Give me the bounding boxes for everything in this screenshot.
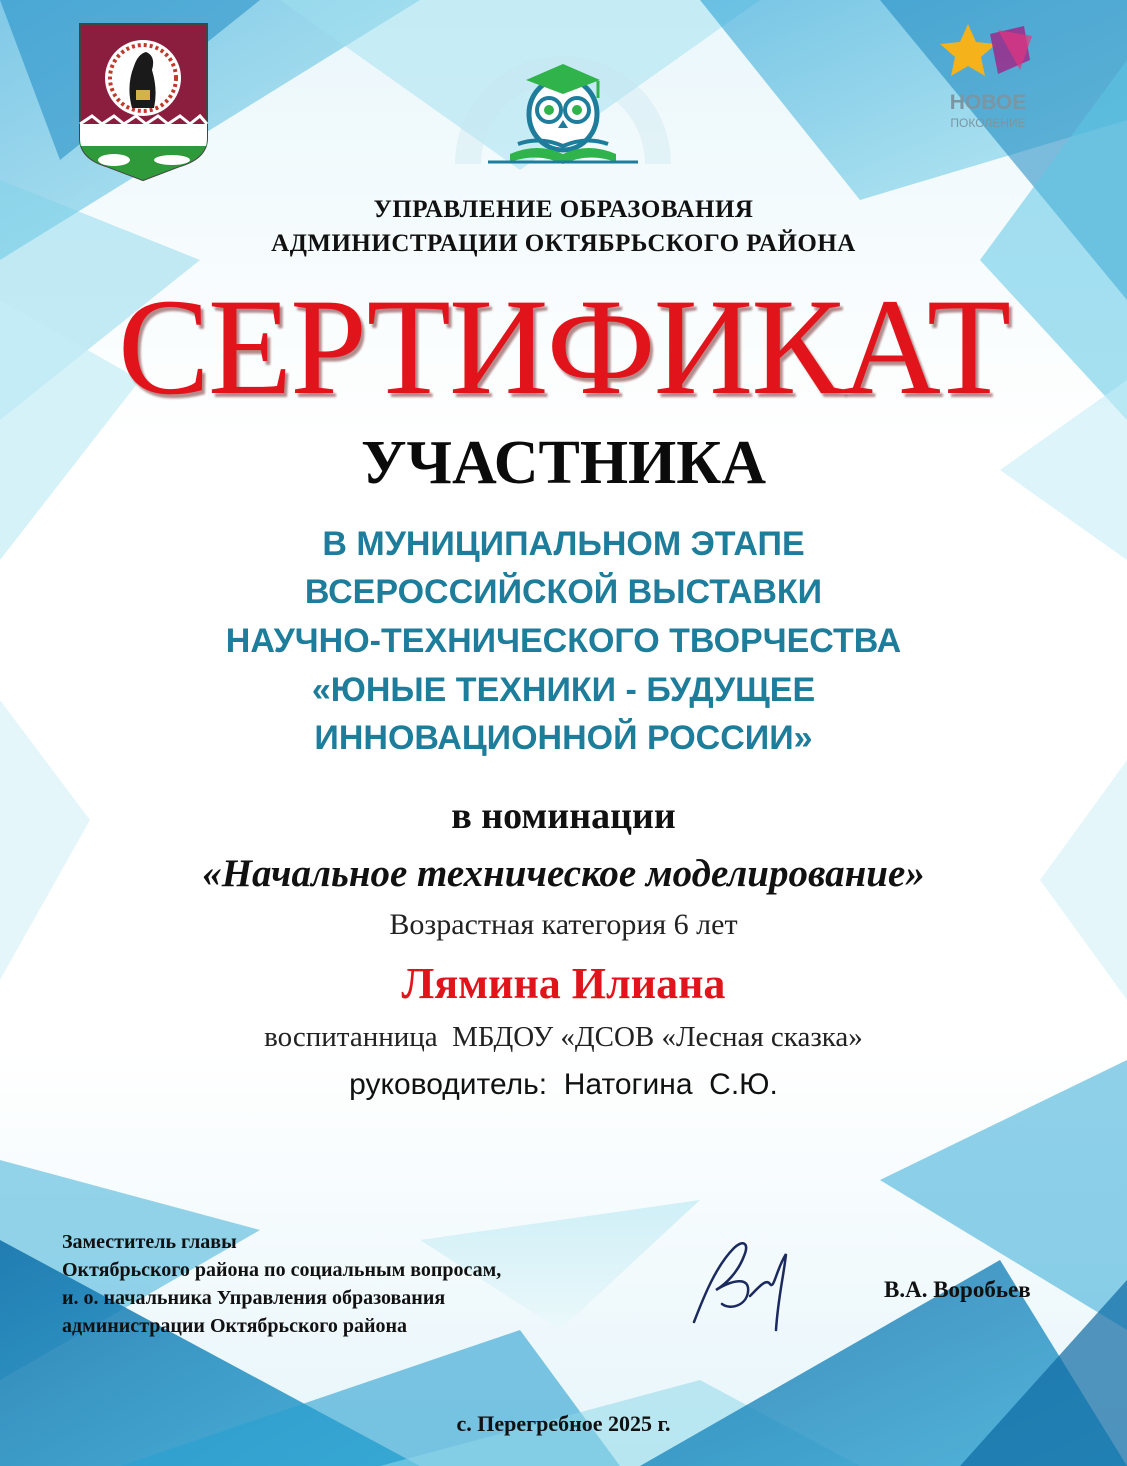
coat-of-arms-icon [76, 20, 211, 182]
event-line-5: ИННОВАЦИОННОЙ РОССИИ» [314, 719, 813, 757]
nomination-label: в номинации [451, 795, 676, 837]
signatory-position-line-2: Октябрьского района по социальным вопросам, [62, 1259, 502, 1281]
age-category: Возрастная категория 6 лет [389, 908, 738, 941]
place-and-date: с. Перегребное 2025 г. [456, 1411, 671, 1436]
nomination-name: «Начальное техническое моделирование» [202, 852, 925, 895]
signatory-position-line-4: администрации Октябрьского района [62, 1315, 407, 1337]
event-line-1: В МУНИЦИПАЛЬНОМ ЭТАПЕ [322, 525, 805, 563]
department-emblem-icon [448, 14, 678, 174]
event-line-2: ВСЕРОССИЙСКОЙ ВЫСТАВКИ [304, 573, 823, 611]
recipient-supervisor: руководитель: Натогина С.Ю. [349, 1068, 778, 1101]
org-name-line-2: АДМИНИСТРАЦИИ ОКТЯБРЬСКОГО РАЙОНА [271, 230, 856, 257]
star-logo-icon [938, 20, 1038, 80]
org-name-line-1: УПРАВЛЕНИЕ ОБРАЗОВАНИЯ [373, 196, 754, 223]
new-generation-subtitle: ПОКОЛЕНИЕ [950, 116, 1026, 130]
event-line-3: НАУЧНО-ТЕХНИЧЕСКОГО ТВОРЧЕСТВА [225, 622, 902, 660]
new-generation-title: НОВОЕ [949, 91, 1027, 114]
recipient-name: Лямина Илиана [401, 959, 726, 1008]
recipient-institution: воспитанница МБДОУ «ДСОВ «Лесная сказка» [264, 1021, 863, 1053]
certificate-title: СЕРТИФИКАТ [117, 270, 1010, 423]
signatory-position-line-3: и. о. начальника Управления образования [62, 1287, 446, 1309]
signatory-name: В.А. Воробьев [884, 1277, 1031, 1302]
handwritten-signature [686, 1226, 806, 1336]
signatory-position-line-1: Заместитель главы [62, 1231, 237, 1253]
certificate-subtitle: УЧАСТНИКА [361, 429, 766, 497]
event-line-4: «ЮНЫЕ ТЕХНИКИ - БУДУЩЕЕ [311, 671, 816, 709]
department-emblem-ring-text [448, 2, 678, 3]
